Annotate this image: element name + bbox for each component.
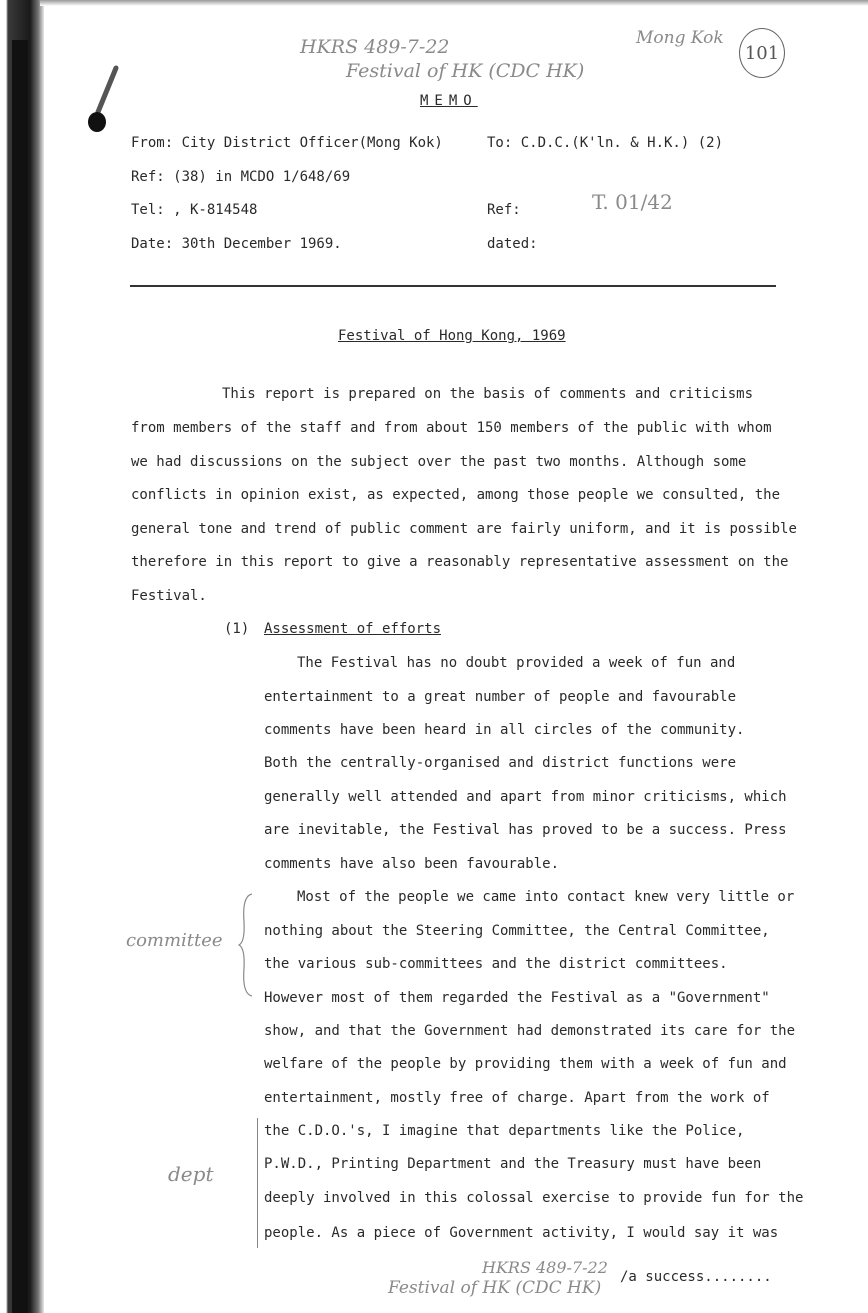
continuation-marker: /a success........ bbox=[620, 1269, 772, 1285]
text-line: P.W.D., Printing Department and the Treasury must have been bbox=[264, 1156, 762, 1172]
to-line: To: C.D.C.(K'ln. & H.K.) (2) bbox=[487, 135, 724, 151]
text-line: from members of the staff and from about 150 members of the public with whom bbox=[131, 420, 772, 436]
text-line: therefore in this report to give a reasonably representative assessment on the bbox=[131, 554, 789, 570]
tel-line: Tel: , K-814548 bbox=[131, 202, 258, 218]
text-line: Both the centrally-organised and district functions were bbox=[264, 755, 737, 771]
text-line: entertainment, mostly free of charge. Apart from the work of bbox=[264, 1090, 770, 1106]
district-annotation: Mong Kok bbox=[636, 28, 724, 48]
text-line: However most of them regarded the Festival as a "Government" bbox=[264, 990, 770, 1006]
header-divider bbox=[130, 285, 776, 287]
section-heading: Assessment of efforts bbox=[264, 621, 442, 637]
staple-mark bbox=[86, 64, 126, 134]
page-number-circle bbox=[739, 28, 785, 78]
ref-number-annotation: T. 01/42 bbox=[592, 190, 673, 214]
from-line: From: City District Officer(Mong Kok) bbox=[131, 135, 443, 151]
text-line: show, and that the Government had demonstrated its care for the bbox=[264, 1023, 796, 1039]
ref-right-label: Ref: bbox=[487, 202, 521, 218]
page-number: 101 bbox=[744, 42, 780, 64]
section-number: (1) bbox=[224, 621, 250, 637]
margin-note-committee: committee bbox=[126, 930, 223, 951]
text-line: generally well attended and apart from minor criticisms, which bbox=[264, 789, 787, 805]
text-line: Festival. bbox=[131, 588, 207, 604]
text-line: Most of the people we came into contact knew very little or bbox=[297, 889, 795, 905]
margin-line bbox=[257, 1118, 258, 1248]
text-line: we had discussions on the subject over the past two months. Although some bbox=[131, 454, 747, 470]
text-line: The Festival has no doubt provided a week of fun and bbox=[297, 655, 736, 671]
margin-note-dept: dept bbox=[168, 1162, 214, 1186]
text-line: the various sub-committees and the district committees. bbox=[264, 956, 728, 972]
text-line: conflicts in opinion exist, as expected, among those people we consulted, the bbox=[131, 487, 781, 503]
text-line: general tone and trend of public comment are fairly uniform, and it is possible bbox=[131, 521, 797, 537]
file-ref-annotation-top: HKRS 489-7-22 bbox=[300, 36, 450, 58]
file-title-annotation-top: Festival of HK (CDC HK) bbox=[346, 60, 585, 82]
text-line: comments have also been favourable. bbox=[264, 856, 560, 872]
binding-edge bbox=[0, 0, 44, 1313]
text-line: This report is prepared on the basis of comments and criticisms bbox=[222, 386, 754, 402]
file-title-annotation-bottom: Festival of HK (CDC HK) bbox=[388, 1278, 602, 1298]
text-line: entertainment to a great number of people and favourable bbox=[264, 689, 737, 705]
file-ref-annotation-bottom: HKRS 489-7-22 bbox=[482, 1258, 608, 1277]
subject-title: Festival of Hong Kong, 1969 bbox=[338, 328, 566, 344]
text-line: nothing about the Steering Committee, the Central Committee, bbox=[264, 923, 770, 939]
text-line: comments have been heard in all circles of the community. bbox=[264, 722, 745, 738]
text-line: people. As a piece of Government activity, I would say it was bbox=[264, 1225, 779, 1241]
margin-brace bbox=[238, 892, 254, 998]
text-line: are inevitable, the Festival has proved to be a success. Press bbox=[264, 822, 787, 838]
dated-label: dated: bbox=[487, 236, 538, 252]
date-line: Date: 30th December 1969. bbox=[131, 236, 342, 252]
ref-line: Ref: (38) in MCDO 1/648/69 bbox=[131, 169, 351, 185]
text-line: deeply involved in this colossal exercise to provide fun for the bbox=[264, 1190, 804, 1206]
memo-title: MEMO bbox=[420, 93, 478, 109]
top-shadow bbox=[40, 0, 868, 6]
text-line: the C.D.O.'s, I imagine that departments like the Police, bbox=[264, 1123, 745, 1139]
text-line: welfare of the people by providing them with a week of fun and bbox=[264, 1056, 787, 1072]
